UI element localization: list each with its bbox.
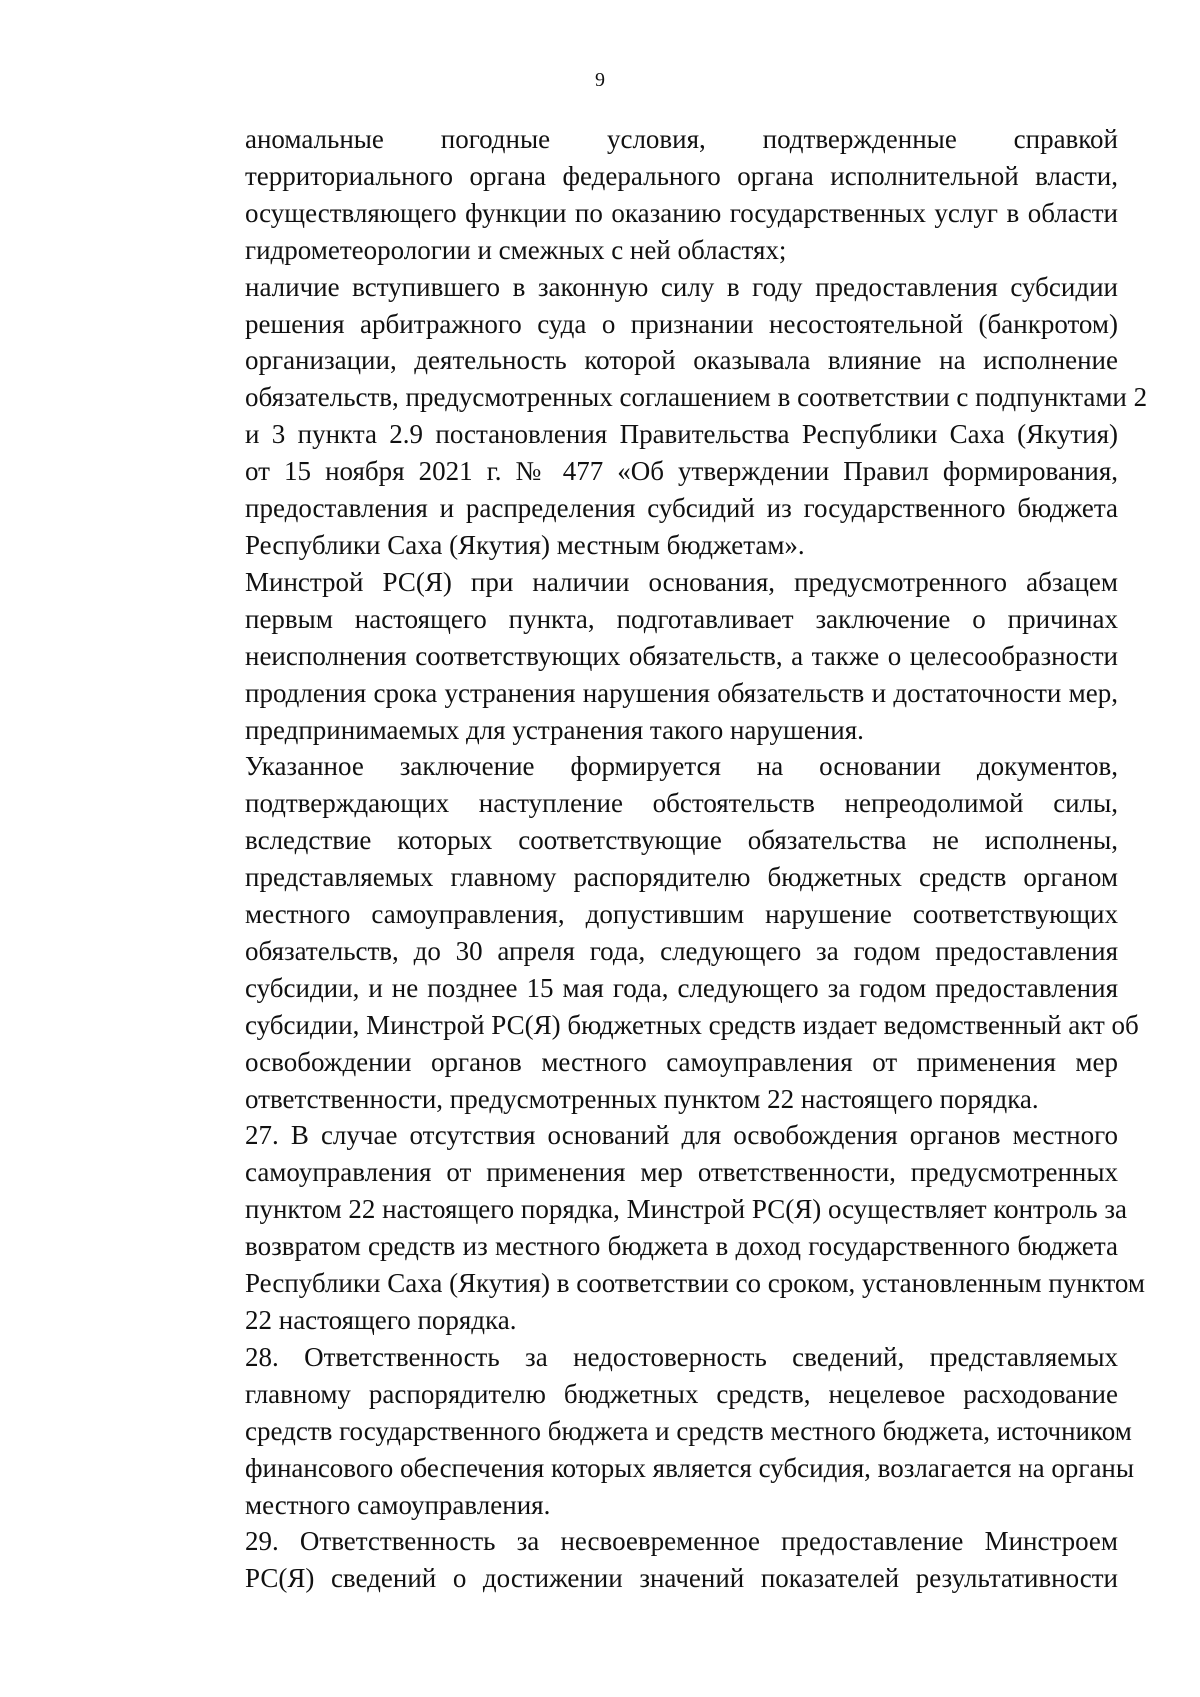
text-line: главному распорядителю бюджетных средств, нецелевое расходование bbox=[245, 1378, 1118, 1409]
text-line: субсидии, и не позднее 15 мая года, следующего за годом предоставления bbox=[245, 972, 1118, 1003]
text-line: пунктом 22 настоящего порядка, Минстрой РС(Я) осуществляет контроль за bbox=[245, 1194, 1127, 1225]
text-line: подтверждающих наступление обстоятельств непреодолимой силы, bbox=[245, 788, 1118, 819]
text-line: возвратом средств из местного бюджета в доход государственного бюджета bbox=[245, 1231, 1118, 1262]
text-line: наличие вступившего в законную силу в году предоставления субсидии bbox=[245, 271, 1118, 302]
paragraph bbox=[172, 1339, 1135, 1524]
text-line: финансового обеспечения которых является субсидия, возлагается на органы bbox=[245, 1452, 1135, 1483]
text-line: предоставления и распределения субсидий из государственного бюджета bbox=[245, 493, 1118, 524]
text-line: первым настоящего пункта, подготавливает заключение о причинах bbox=[245, 603, 1118, 634]
text-line: самоуправления от применения мер ответственности, предусмотренных bbox=[245, 1157, 1118, 1188]
text-line: и 3 пункта 2.9 постановления Правительства Республики Саха (Якутия) bbox=[245, 419, 1118, 450]
text-line: продления срока устранения нарушения обязательств и достаточности мер, bbox=[245, 677, 1118, 708]
text-line: предпринимаемых для устранения такого нарушения. bbox=[245, 714, 864, 745]
text-line: решения арбитражного суда о признании несостоятельной (банкротом) bbox=[245, 308, 1118, 339]
paragraph bbox=[172, 564, 1118, 749]
text-line: 27. В случае отсутствия оснований для освобождения органов местного bbox=[245, 1120, 1118, 1151]
text-line: гидрометеорологии и смежных с ней областях; bbox=[245, 234, 787, 265]
text-line: от 15 ноября 2021 г. № 477 «Об утверждении Правил формирования, bbox=[245, 456, 1118, 487]
text-line: представляемых главному распорядителю бюджетных средств органом bbox=[245, 862, 1118, 893]
text-line: осуществляющего функции по оказанию государственных услуг в области bbox=[245, 197, 1118, 228]
text-line: неисполнения соответствующих обязательств, а также о целесообразности bbox=[245, 640, 1118, 671]
text-line: территориального органа федерального органа исполнительной власти, bbox=[245, 160, 1118, 191]
text-line: местного самоуправления, допустившим нарушение соответствующих bbox=[245, 899, 1118, 930]
text-line: субсидии, Минстрой РС(Я) бюджетных средств издает ведомственный акт об bbox=[245, 1009, 1139, 1040]
text-line: Минстрой РС(Я) при наличии основания, предусмотренного абзацем bbox=[245, 566, 1118, 597]
text-line: Республики Саха (Якутия) в соответствии со сроком, установленным пунктом bbox=[245, 1268, 1146, 1299]
text-line: 29. Ответственность за несвоевременное предоставление Минстроем bbox=[245, 1526, 1118, 1557]
paragraph bbox=[172, 1117, 1146, 1338]
text-line: Республики Саха (Якутия) местным бюджетам». bbox=[245, 529, 805, 560]
text-line: ответственности, предусмотренных пунктом 22 настоящего порядка. bbox=[245, 1083, 1039, 1114]
text-line: 22 настоящего порядка. bbox=[245, 1305, 517, 1335]
text-line: аномальные погодные условия, подтвержденные справкой bbox=[245, 124, 1118, 154]
text-line: РС(Я) сведений о достижении значений показателей результативности bbox=[245, 1563, 1118, 1594]
paragraph bbox=[172, 748, 1139, 1117]
text-line: вследствие которых соответствующие обязательства не исполнены, bbox=[245, 825, 1118, 856]
text-line: обязательств, до 30 апреля года, следующего за годом предоставления bbox=[245, 935, 1118, 966]
paragraph bbox=[172, 121, 1118, 269]
text-line: местного самоуправления. bbox=[245, 1489, 551, 1520]
text-line: организации, деятельность которой оказывала влияние на исполнение bbox=[245, 345, 1118, 376]
paragraph bbox=[172, 269, 1148, 564]
text-line: средств государственного бюджета и средств местного бюджета, источником bbox=[245, 1415, 1132, 1446]
text-line: освобождении органов местного самоуправления от применения мер bbox=[245, 1046, 1118, 1077]
document-body bbox=[172, 121, 1148, 1597]
text-line: обязательств, предусмотренных соглашением в соответствии с подпунктами 2 bbox=[245, 382, 1148, 413]
page-number: 9 bbox=[595, 69, 605, 91]
text-line: 28. Ответственность за недостоверность сведений, представляемых bbox=[245, 1341, 1118, 1372]
text-line: Указанное заключение формируется на основании документов, bbox=[245, 751, 1118, 782]
paragraph bbox=[172, 1523, 1118, 1597]
